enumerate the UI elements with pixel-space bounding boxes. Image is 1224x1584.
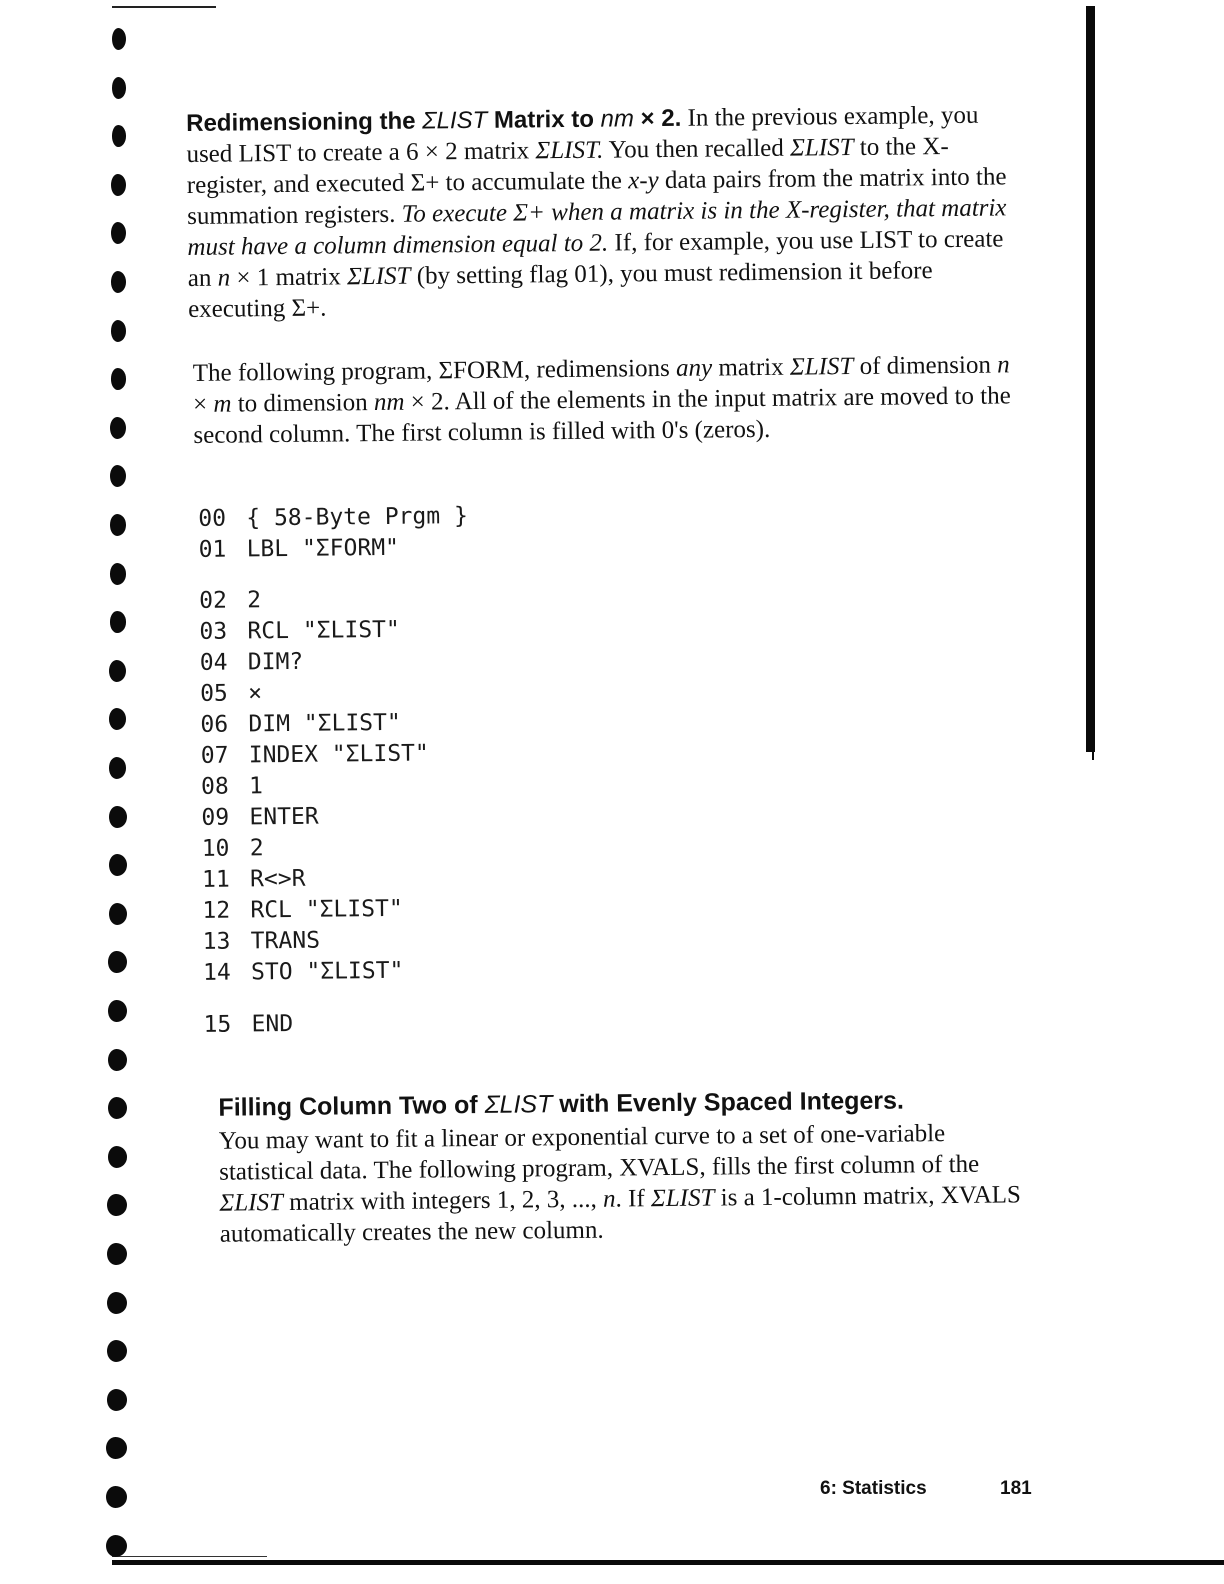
- binding-hole: [112, 28, 126, 50]
- binding-hole: [110, 417, 126, 439]
- binding-hole: [108, 1000, 127, 1022]
- binding-hole: [111, 271, 126, 293]
- program-line: 02 2: [199, 587, 262, 614]
- program-line: 00 { 58-Byte Prgm }: [198, 503, 468, 532]
- program-line: 15 END: [203, 1010, 294, 1038]
- binding-hole: [109, 854, 127, 876]
- binding-hole: [107, 1243, 127, 1265]
- program-line: 08 1: [200, 773, 264, 800]
- binding-hole: [108, 1146, 127, 1168]
- binding-hole: [111, 174, 126, 196]
- binding-hole: [111, 320, 126, 342]
- binding-hole: [112, 77, 126, 99]
- program-line: 12 RCL "ΣLIST": [202, 895, 403, 924]
- top-rule: [112, 6, 216, 8]
- binding-hole: [106, 1535, 127, 1557]
- binding-hole: [108, 1097, 127, 1119]
- paragraph-lead-heading: Redimensioning the ΣLIST Matrix to nm × 2.: [186, 104, 682, 137]
- program-line: 04 DIM?: [199, 648, 304, 676]
- program-line: 14 STO "ΣLIST": [202, 957, 404, 986]
- binding-holes: [100, 28, 160, 1568]
- margin-change-bar: [1086, 6, 1095, 752]
- binding-hole: [109, 708, 126, 730]
- binding-hole: [110, 465, 126, 487]
- binding-hole: [108, 951, 126, 973]
- program-line: 11 R<>R: [201, 865, 306, 893]
- paragraph-xvals: You may want to fit a linear or exponential curve to a set of one-variable statistical data. The following program, XVALS, fills the first column of the ΣLIST matrix with integers 1, 2, 3, ..., n. If ΣLIST is a 1-column matrix, XVALS automatically creates the new column.: [218, 1120, 1022, 1248]
- binding-hole: [106, 1437, 127, 1459]
- program-line: 05 ×: [199, 680, 263, 707]
- binding-hole: [111, 368, 127, 390]
- footer-section-title: 6: Statistics: [820, 1478, 927, 1499]
- binding-hole: [108, 1049, 127, 1071]
- binding-hole: [110, 611, 127, 633]
- program-line: 13 TRANS: [202, 927, 321, 955]
- binding-hole: [109, 806, 127, 828]
- binding-hole: [110, 514, 126, 536]
- binding-hole: [109, 660, 126, 682]
- program-line: 09 ENTER: [201, 803, 319, 831]
- binding-hole: [107, 1194, 126, 1216]
- binding-hole: [112, 125, 126, 147]
- section-heading-filling-column: Filling Column Two of ΣLIST with Evenly Spaced Integers.: [218, 1086, 905, 1122]
- page-number: 181: [1000, 1478, 1032, 1499]
- program-line: 07 INDEX "ΣLIST": [200, 740, 429, 769]
- program-line: 03 RCL "ΣLIST": [199, 616, 400, 645]
- binding-hole: [107, 1340, 127, 1362]
- binding-hole: [110, 563, 126, 585]
- margin-change-bar-tail: [1092, 752, 1094, 760]
- paragraph-program-intro: The following program, ΣFORM, redimensions any matrix ΣLIST of dimension n × m to dimension nm × 2. All of the elements in the input matrix are moved to the second column. The first column is filled with 0's (zeros).: [192, 351, 1011, 449]
- binding-hole: [109, 757, 126, 779]
- program-line: 10 2: [201, 835, 264, 862]
- program-line: 06 DIM "ΣLIST": [200, 709, 401, 738]
- binding-hole: [111, 222, 126, 244]
- page-content: [186, 99, 1022, 1248]
- binding-hole: [107, 1292, 127, 1314]
- program-line: 01 LBL "ΣFORM": [198, 534, 400, 563]
- binding-hole: [109, 903, 127, 925]
- binding-hole: [107, 1389, 127, 1411]
- bottom-rule: [112, 1560, 1224, 1565]
- binding-hole: [106, 1486, 127, 1508]
- paragraph-redimensioning: Redimensioning the ΣLIST Matrix to nm × 2. In the previous example, you used LIST to create a 6 × 2 matrix ΣLIST. You then recalled ΣLIST to the X-register, and executed Σ+ to accumulate the x-y data pairs from the matrix into the summation registers. To execute Σ+ when a matrix is in the X-register, that matrix must have a column dimension equal to 2. If, for example, you use LIST to create an n × 1 matrix ΣLIST (by setting flag 01), you must redimension it before executing Σ+.: [186, 101, 1007, 323]
